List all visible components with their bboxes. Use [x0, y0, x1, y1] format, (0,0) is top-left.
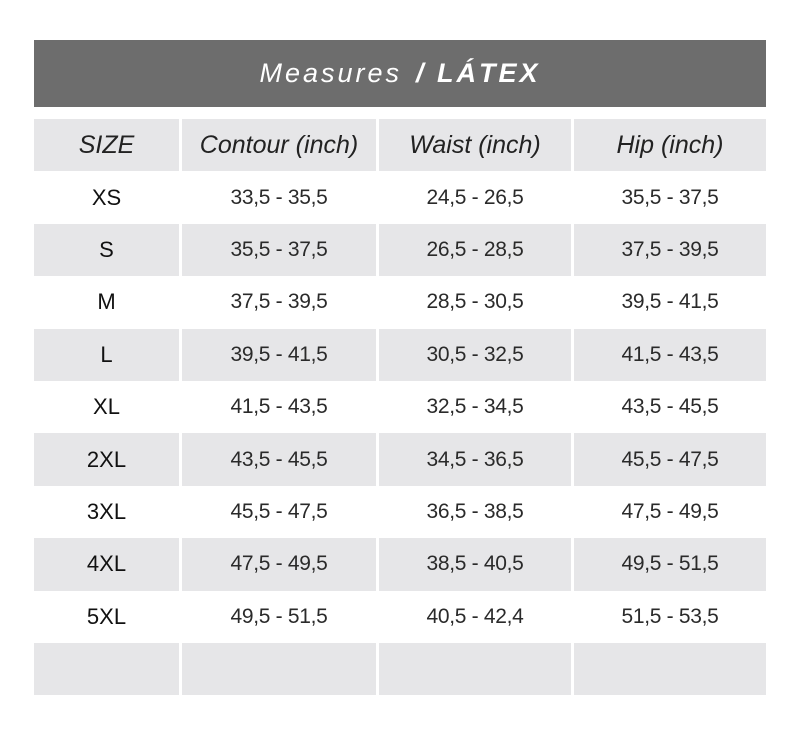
table-row	[34, 538, 766, 590]
table-row	[34, 329, 766, 381]
size-cell: XS	[91, 184, 122, 210]
contour-cell: 33,5 - 35,5	[179, 171, 376, 223]
header-contour: Contour (inch)	[179, 119, 376, 171]
size-cell: 3XL	[86, 498, 127, 524]
waist-cell: 36,5 - 38,5	[376, 486, 571, 538]
waist-cell: 28,5 - 30,5	[376, 276, 571, 328]
contour-cell: 49,5 - 51,5	[179, 591, 376, 643]
table-row	[34, 433, 766, 485]
size-chart-table	[34, 119, 766, 695]
waist-cell: 34,5 - 36,5	[376, 433, 571, 485]
size-cell: L	[34, 329, 179, 381]
contour-cell: 45,5 - 47,5	[179, 486, 376, 538]
table-row	[34, 486, 766, 538]
header-hip: Hip (inch)	[571, 119, 766, 171]
hip-cell: 45,5 - 47,5	[571, 433, 766, 485]
hip-cell: 39,5 - 41,5	[571, 276, 766, 328]
waist-cell: 26,5 - 28,5	[376, 224, 571, 276]
size-cell: 4XL	[34, 538, 179, 590]
contour-cell: 43,5 - 45,5	[179, 433, 376, 485]
waist-cell	[376, 643, 571, 695]
size-cell	[34, 643, 179, 695]
hip-cell: 51,5 - 53,5	[571, 591, 766, 643]
table-title-banner	[34, 40, 766, 107]
table-row-empty	[34, 643, 766, 695]
hip-cell: 43,5 - 45,5	[571, 381, 766, 433]
waist-cell: 24,5 - 26,5	[376, 171, 571, 223]
header-size: SIZE	[34, 119, 179, 171]
table-row	[34, 171, 766, 223]
contour-cell: 47,5 - 49,5	[179, 538, 376, 590]
hip-cell: 35,5 - 37,5	[571, 171, 766, 223]
size-cell: XL	[93, 394, 120, 420]
table-header-row	[34, 119, 766, 171]
hip-cell	[571, 643, 766, 695]
waist-cell: 38,5 - 40,5	[376, 538, 571, 590]
table-row	[34, 224, 766, 276]
contour-cell	[179, 643, 376, 695]
header-waist: Waist (inch)	[376, 119, 571, 171]
table-row	[34, 381, 766, 433]
hip-cell: 41,5 - 43,5	[571, 329, 766, 381]
size-cell: 5XL	[86, 603, 127, 629]
waist-cell: 30,5 - 32,5	[376, 329, 571, 381]
title-measures: Measures	[259, 58, 403, 88]
size-cell: S	[34, 224, 179, 276]
title-material: / LÁTEX	[416, 58, 541, 88]
contour-cell: 41,5 - 43,5	[179, 381, 376, 433]
table-row	[34, 591, 766, 643]
contour-cell: 37,5 - 39,5	[179, 276, 376, 328]
contour-cell: 39,5 - 41,5	[179, 329, 376, 381]
waist-cell: 40,5 - 42,4	[376, 591, 571, 643]
size-cell: M	[97, 289, 116, 315]
contour-cell: 35,5 - 37,5	[179, 224, 376, 276]
table-row	[34, 276, 766, 328]
hip-cell: 37,5 - 39,5	[571, 224, 766, 276]
hip-cell: 49,5 - 51,5	[571, 538, 766, 590]
size-cell: 2XL	[34, 433, 179, 485]
waist-cell: 32,5 - 34,5	[376, 381, 571, 433]
hip-cell: 47,5 - 49,5	[571, 486, 766, 538]
